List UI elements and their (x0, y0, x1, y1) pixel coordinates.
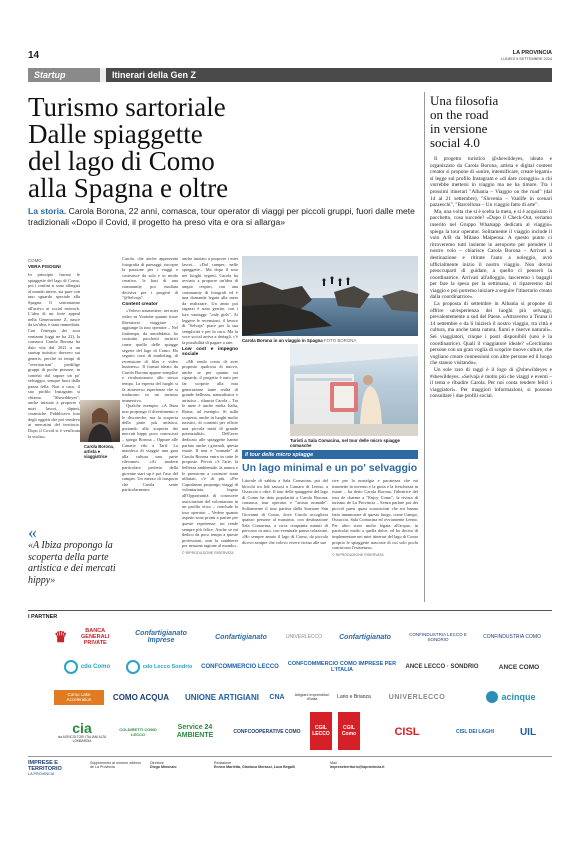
partner-name: Confartigianato (215, 633, 267, 641)
subhead-low-cost: Low cost e impegno sociale (182, 346, 238, 358)
cia-mark-icon: cia (72, 720, 92, 736)
series-label (106, 68, 552, 82)
partner-logo-como-lake[interactable] (54, 684, 104, 710)
headline-line: Dalle spiaggette (28, 119, 203, 149)
pull-quote: «A Ibiza propongo la scoperta della parte artistica e dei mercati hippy» (28, 540, 116, 586)
partner-name: CONFINDUSTRIA COMO (483, 634, 541, 640)
quote-mark-icon: « (28, 522, 37, 542)
body-text: Qualche esempio. «A Ibiza non propongo il divertimento e le discoteche, ma la scoperta della parte più artistica, portando alla scoperta dei mercati hippy poco conosciuti – spiega Borona – Oppure alle Canarie vilo a Tarif. La maioleca di viaggio una gara alla cultura una parte rilevante». «Ai modern particolare perfetta della giovane start up è poi l'uso del camper. Un mezzo di trasporto che Carola sente particolarmente (122, 403, 178, 493)
footer-mail (330, 761, 440, 770)
partner-logo-cna[interactable] (264, 684, 290, 710)
portrait-photo (80, 400, 120, 442)
sidebar-headline-line: in versione (430, 121, 488, 136)
footer-brand-sub: LA PROVINCIA (28, 772, 55, 776)
headline (28, 94, 348, 202)
partner-logo-banca-generali[interactable] (54, 624, 120, 650)
series-title: Itinerari della Gen Z (112, 70, 197, 80)
partner-name: CISL (394, 726, 420, 738)
partner-name: CNA (269, 693, 285, 701)
footer-director (150, 761, 210, 770)
partner-logo-cdo-lecco[interactable] (124, 654, 194, 680)
partner-logo-como-acqua[interactable] (108, 684, 174, 710)
partner-name: cdo Como (80, 664, 111, 670)
partner-logo-cia[interactable] (54, 716, 110, 748)
side-article-column-2 (332, 478, 418, 598)
acinque-icon (486, 691, 498, 703)
partner-name: CONFCOOPERATIVE COMO (233, 729, 301, 735)
footer-brand (28, 760, 86, 776)
partner-logo-confindustria-como[interactable] (472, 624, 552, 650)
body-text: anche iniziato a proporre i miei lavori, dipinti, ceramiche. Pubblicavo foto degli oggetti che poi vendevo ai mercatini del territorio. Dopo il Covid si è verificata la svolta». (28, 400, 80, 439)
byline: VERA FISOGNI (28, 264, 61, 269)
partner-name: Service 24 AMBIENTE (176, 724, 214, 739)
issue-date: LUNEDÌ 9 SETTEMBRE 2024 (501, 57, 552, 61)
body-text: In principio furono le spiaggette del lago di Como, poi i confini si sono allargati al mondo intero, sia pure con uno sguardo speciale alla Spagna. Il sottomarino all'arrivo ai social network. L'idea di un forte appeal nella Generazione Z, nasce da un'idea, è stata immediata. Con l'energia dei suoi ventanni (oggi ne ha 22), la comasca Carola Borona ha dato vita dal 2021 a un startup turistico davvero sui generis, perché in tempi di "overtourism" predilige gruppi di poche persone, in contesti dal sapore un po' selvaggio, sempre fuori dalla pazza folla. Non a caso, il suo profilo Instagram si chiama "Shewildeyes", (28, 272, 80, 400)
partner-name: Confartigianato (339, 633, 391, 641)
article-summary (28, 206, 428, 227)
dateline: COMO (28, 258, 42, 263)
body-text: Un sole raro di raggi è il logo di @shewildeyes e #shewildeyes. «Selvaja è molto più che viaggi e eventi – il tema e ribadire Carola. Per noi conta rendere felici i viaggiatori». Per maggiori informazioni, si possono consultare i due profili social. (430, 367, 552, 400)
cdo-ring-icon (64, 660, 78, 674)
lake-photo-caption: Turisti a Sala Comacina, nel tour delle micro spiagge comasche (290, 438, 400, 449)
body-text: «Volevo trasmettere, nei miei video su Youtube quanto fosse liberatorio viaggiare – aggiunge la tour operator – Nel frattempo, da autodidatta, ho costruito pacchetti turistici come quello delle spiagge segrete del lago di Como. Ho seguito corsi di marketing, di recensione di film e video business». Il format ideato da Carola Borona appare semplice e rivoluzionario allo stesso tempo. La esperta del luoghi si fa attraverso esperienze che si traducono in un turismo immersivo. (122, 308, 178, 403)
lake-photo (290, 344, 418, 436)
article-column-3 (182, 256, 238, 602)
footer-mail-label: Mail (330, 761, 337, 765)
partner-logo-confartigianato-1[interactable] (124, 624, 198, 650)
partner-name: Artigiani Imprenditori d'Italia (294, 692, 330, 701)
article-column-2 (122, 256, 178, 602)
sidebar-headline-line: on the road (430, 107, 489, 122)
footer-editorial (214, 761, 324, 770)
partner-name: BANCA GENERALI PRIVATE (81, 628, 110, 646)
article-column-1-lower (28, 400, 80, 520)
portrait-caption: Carola Borona, artista e viaggiatrice (84, 444, 115, 459)
partner-logo-coldiretti[interactable] (114, 716, 162, 748)
lion-icon: ♛ (54, 629, 68, 646)
partner-name: COMO ACQUA (112, 692, 170, 702)
headline-line: Turismo sartoriale (28, 92, 226, 122)
partner-name: ANCE COMO (498, 663, 540, 671)
partner-logo-confcommercio-como[interactable] (286, 654, 398, 680)
partner-name: UIL (519, 726, 537, 738)
partner-logo-confcommercio-lecco[interactable] (198, 654, 282, 680)
partner-logo-service24[interactable] (166, 716, 224, 748)
partner-logo-acinque[interactable] (470, 684, 552, 710)
photo-credit: FOTO BORONA (323, 338, 357, 343)
kicker: La storia. (28, 206, 67, 216)
side-article-label (242, 450, 418, 459)
sidebar-divider (424, 92, 425, 602)
partner-name: UNIVERLECCO (285, 634, 323, 640)
partner-logo-confartigianato-2[interactable] (204, 624, 278, 650)
partner-logo-cgil-lecco[interactable] (310, 712, 332, 750)
sidebar-headline (430, 94, 552, 150)
sidebar-headline-line: Una filosofia (430, 93, 499, 108)
portrait-figure (80, 400, 120, 442)
side-article-label-text: Il tour delle micro spiagge (245, 451, 314, 458)
caption-text: Carola Borona in un viaggio in Spagna (242, 338, 323, 343)
partner-name: CONFCOMMERCIO COMO IMPRESE PER L'ITALIA (287, 660, 397, 673)
footer-editorial-label: Redazione (214, 761, 232, 765)
partner-logo-artigiani-italia[interactable] (292, 684, 332, 710)
sidebar-text (430, 156, 552, 602)
cliffs-landscape-image (242, 256, 418, 336)
partner-logo-confindustria-lecco[interactable] (408, 624, 468, 650)
body-text: Il progetto turistico @shewildeyes, ideato e organizzato da Carola Borona, artista e digital content creator si propone di «unire, intensificare, creare legami» si legge sul profilo Instagram e «di dare coraggio» a chi vorrebbe mettersi in viaggio ma ne ha timore. Tra i prossimi itinerari "Albania – Viaggio on the road" (dal 14 al 21 settembre), "Slovenia – Vanlife in scenari pazzeschi", "Barcellona – Un viaggio fatto di arte". (430, 156, 552, 209)
footer-director-name: Diego Minonzio (150, 765, 177, 770)
partner-name: Como Lake Acceleration (54, 690, 104, 705)
partner-name: CGIL LECCO (312, 725, 330, 737)
sidebar-headline-line: social 4.0 (430, 135, 480, 150)
body-text: Carola, che anche apprezzata fotografia di paesaggi, riscopre la passione per i viaggi e costruisce da sola e in modo creativo, le basi di una community poi risultata decisiva per i progetti di "@Selvaja". (122, 256, 178, 301)
partner-logo-confcooperative[interactable] (228, 716, 306, 748)
partner-logo-confartigianato-3[interactable] (326, 624, 404, 650)
paper-name: LA PROVINCIA (512, 50, 552, 56)
headline-line: alla Spagna e oltre (28, 173, 229, 203)
partner-name: Confartigianato Imprese (135, 630, 187, 644)
main-photo (242, 256, 418, 336)
side-article-column-1 (242, 478, 328, 598)
partner-logo-ance-lecco[interactable] (402, 654, 482, 680)
partner-name: CONFCOMMERCIO LECCO (201, 663, 279, 670)
partner-logo-lario-brianza[interactable] (334, 684, 374, 710)
partners-rule (28, 610, 552, 611)
partner-name: Lario e Brianza (337, 694, 371, 700)
partner-name: UNIVERLECCO (388, 693, 446, 701)
partner-name: ANCE LECCO · SONDRIO (405, 664, 479, 670)
partner-logo-cisl-laghi[interactable] (450, 716, 500, 748)
subhead-content-creator: Content creator (122, 301, 158, 307)
partner-logo-cgil-como[interactable] (338, 712, 360, 750)
footer-rule (28, 756, 552, 757)
partner-name: CGIL Como (341, 725, 357, 737)
partner-name: acinque (501, 692, 536, 702)
partner-logo-unione-artigiani[interactable] (184, 684, 260, 710)
partner-name: cia AGRICOLTORI ITALIANI ALTA LOMBARDIA (57, 735, 107, 743)
partner-logo-cdo-como[interactable] (54, 654, 120, 680)
cdo-ring-icon (126, 660, 140, 674)
partner-name: UNIONE ARTIGIANI (185, 692, 259, 702)
side-article-headline: Un lago minimal e un po' selvaggio (242, 462, 418, 474)
section-title: Startup (34, 70, 66, 80)
footer-mail-address[interactable]: impreseterritorio@laprovincia.it (330, 765, 385, 770)
partners-title: I PARTNER (28, 614, 58, 620)
footer-director-label: Direttore (150, 761, 164, 765)
lake-beach-image (290, 344, 418, 436)
partner-name: CONFINDUSTRIA LECCO E SONDRIO (409, 631, 467, 642)
body-text: La proposta di settembre in Albania si propone di offrire un'esperienza dei luoghi più selvaggi, prevalentemente a sud del Paese. «Attraverso a Tirana il 14 settembre e da lì inizierà il nostro viaggio, tra città e cultura, ma anche tanta natura, fiumi e riserve naturali». Sei viaggiatori, cinque i posti disponibili (uno è la coordinatrice). Quali il viaggiatore ideale? «Cerchiamo persone con un gran voglia di scoprire nuove culture, che vogliano creare connessioni con altre persone ed il luogo che stanno visitando». (430, 301, 552, 367)
partner-logo-cisl[interactable] (368, 716, 446, 748)
copyright-note: © RIPRODUZIONE RISERVATA (332, 552, 384, 557)
footer-editorial-names: Enrico Marletta, Gianluca Morassi, Luca Begalli (214, 765, 295, 770)
page-number: 14 (28, 50, 40, 61)
partner-name: cdo Lecco Sondrio (142, 664, 193, 670)
summary-text: Carola Borona, 22 anni, comasca, tour operator di viaggi per piccoli gruppi, fuori dalle mete tradizionali «Dopo il Covid, il progetto ha preso vita e ora si allarga» (28, 206, 415, 227)
partner-name: CISL DEI LAGHI (456, 729, 494, 735)
body-text: «Mi rendo conto di aver proposto qualcosa di nuovo, anche se per quanto mi riguarda, il progetto è nato per far scoprire alla mia generazione tante realtà di grande bellezza, naturalistica e artistica – rilancia Carola – Tra le mete è anche molta Italia, Roma, ad esempio. Si sulla scoperta, anche in luoghi molto turistici, di contenti per offrire una piccola metà di grande potenzialità». Dell'aver dedicato alle spiaggette hanno parlato anche i giornali, questa estate. Il tour e "nomade" di Carola Borona entra in tutte le proposte. Perciò c'è l'arte, la bellezza ambientale, la natura e le prensione a costruire team affiatati, c'è di più. «Per Capodanno propongo viaggi di volontariato, legato all'Opportunità di conoscere associazioni del volontariato in un profilo etico – conclude la tour operator – Vedere quanto aspetto sono pronti a partire per queste esperienze, mi rende sempre più felice. Anche se mi dedico da poco tempo a queste professioni, non la cambierei per nessuna ragione al mondo». (182, 358, 238, 549)
body-text: anche iniziato a proporre i miei lavori... «Dal camper, nelle spiaggette... Ma dopo il tour nei luoghi segreti, Carola ha avviato a proporre un'idea di ampio respiro, con una community di fotografi ed è una domanda legata alla meta da realizzare. Un anno poi ragazzi è stato gestito, con i loro vantaggi: "only girls". Ai leggere le recensioni, il lavoro di "Selvaja" piace per la sua semplicità e per la cura. Ma la voce social arriva a dettagli, c'è la possibilità di pagare a rate. (182, 256, 238, 345)
body-text: rive per la nostalgia e pacatezza che mi trasmette in inverno e la gioia e la freschezza in estate – ha detto Carola Borona, l'ideatrice del tour de charme a "Enjoy Como", la rivista di turismo de La Provincia – Senza parlare poi dei piccoli paesi quasi sconosciuti che mi hanno fatto innamorare di questo luogo, come Campo, Ossuccio, Sala Comacina ed ovviamente Lenno. Per altro sono molto legata all'acqua, in particolar modo a quella dolce, ed ho deciso di implementare nei miei itinerari del lago di Como proprio le spiaggette nascoste di cui solo pochi conoscono l'esistenza». (332, 478, 418, 551)
section-label (28, 68, 100, 82)
copyright-note: © RIPRODUZIONE RISERVATA (182, 550, 234, 555)
partner-logo-uil[interactable] (504, 716, 552, 748)
partner-name: COLDIRETTI COMO LECCO (119, 727, 157, 737)
footer-supplement: Supplemento al numero odierno de La Provincia (90, 761, 142, 770)
body-text: Litorale di sabbia a Sala Comacina, poi del blocchi tra lidi sassosi a Camaro di Lenno, a Ossuccio e oltre. Il tour delle spiaggette del lago di Como ha dato popolarità a Carola Borona, comasca, tour operator e "artista nomade". Solitamente il tour partiva dalla Stazione San Giovanni di Como, dove Carola accogliera quattro persone al massimo, con destinazione Sala Comacina, a circa cinquanta minuti di percorso in auto, con eventuale pausa colazione. «Ho sempre amato il lago di Como, da piccola dicevo sempre che volevo vivere vicino alle sue (242, 478, 328, 545)
partner-logo-univerlecco-2[interactable] (378, 684, 456, 710)
main-photo-caption (242, 338, 418, 343)
headline-line: del lago di Como (28, 146, 215, 176)
footer-brand-name: IMPRESE E TERRITORIO (28, 760, 62, 772)
body-text: Ma, una volta che si è scelta la meta, e si è acquistato il pacchetto, cosa succede? «Dopo il Check-Out, veriamo inserito nel Gruppo Whatsapp dedicato al viaggio» spiega la tour operator. Solitamente il viaggio include il volo A/R da Milano Malpensa. A questo punto ci ritroveremo tutti insieme in aeroporto per prendere il nostro volo – chiarisce Carola Borona – Arrivati a destinazione e ritirate l'auto a noleggio, avrò ufficialmente inizio il nostro viaggio. Non dovrai preoccuparti di guidare, a quello ci penserò la coordinatrice. Arrivati all'alloggio, lasceremo i bagagli per fare la spesa per la settimana, ci ripareremo dal viaggio e poi potremo iniziare a seguire l'itinerario creato dalla coordinatrice». (430, 208, 552, 301)
partner-logo-univerlecco-1[interactable] (284, 624, 324, 650)
article-column-1 (28, 272, 80, 400)
partner-logo-ance-como[interactable] (486, 654, 552, 680)
